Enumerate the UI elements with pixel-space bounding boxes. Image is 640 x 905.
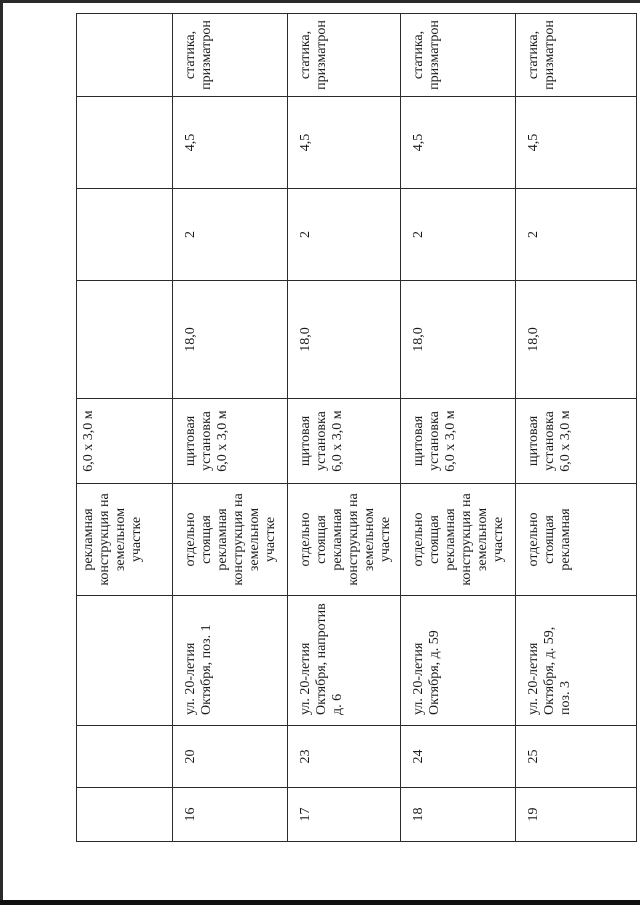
cell-field-area: [77, 97, 173, 189]
table-row-continuation: [77, 14, 173, 842]
cell-pos: 24: [401, 726, 516, 788]
cell-pos: 25: [516, 726, 637, 788]
cell-num: 16: [173, 788, 288, 842]
table-row: [288, 14, 401, 842]
cell-type: отдельно стоящая рекламная конструкция на земельном участке: [288, 484, 401, 596]
cell-sides: 2: [173, 189, 288, 281]
advertising-structures-table: [76, 13, 637, 842]
cell-field-area: 4,5: [173, 97, 288, 189]
cell-pos: 23: [288, 726, 401, 788]
rotated-table-container: [76, 14, 636, 842]
cell-pos: 20: [173, 726, 288, 788]
cell-address: ул. 20-летия Октября, д. 59: [401, 596, 516, 726]
cell-tech: статика, призматрон: [288, 14, 401, 97]
cell-tech: [77, 14, 173, 97]
cell-area: [77, 281, 173, 399]
cell-sides: 2: [516, 189, 637, 281]
cell-type: рекламная конструкция на земельном участке: [77, 484, 173, 596]
cell-num: [77, 788, 173, 842]
cell-area: 18,0: [288, 281, 401, 399]
cell-num: 19: [516, 788, 637, 842]
cell-address: ул. 20-летия Октября, поз. 1: [173, 596, 288, 726]
table-row: [401, 14, 516, 842]
cell-field-area: 4,5: [516, 97, 637, 189]
cell-field-area: 4,5: [288, 97, 401, 189]
cell-tech: статика, призматрон: [516, 14, 637, 97]
cell-type: отдельно стоящая рекламная конструкция на земельном участке: [401, 484, 516, 596]
cell-type: отдельно стоящая рекламная: [516, 484, 637, 596]
cell-sides: [77, 189, 173, 281]
scan-border-top: [0, 0, 640, 3]
cell-size: щитовая установка 6,0 х 3,0 м: [288, 399, 401, 484]
cell-tech: статика, призматрон: [173, 14, 288, 97]
cell-num: 18: [401, 788, 516, 842]
cell-type: отдельно стоящая рекламная конструкция на земельном участке: [173, 484, 288, 596]
cell-area: 18,0: [173, 281, 288, 399]
scan-border-left: [0, 0, 3, 905]
table-row: [516, 14, 637, 842]
cell-sides: 2: [288, 189, 401, 281]
cell-tech: статика, призматрон: [401, 14, 516, 97]
cell-size: 6,0 х 3,0 м: [77, 399, 173, 484]
cell-num: 17: [288, 788, 401, 842]
cell-address: [77, 596, 173, 726]
cell-size: щитовая установка 6,0 х 3,0 м: [173, 399, 288, 484]
scan-border-bottom: [0, 900, 640, 905]
cell-size: щитовая установка 6,0 х 3,0 м: [516, 399, 637, 484]
cell-address: ул. 20-летия Октября, д. 59, поз. 3: [516, 596, 637, 726]
cell-area: 18,0: [516, 281, 637, 399]
cell-size: щитовая установка 6,0 х 3,0 м: [401, 399, 516, 484]
cell-address: ул. 20-летия Октября, напротив д. 6: [288, 596, 401, 726]
cell-sides: 2: [401, 189, 516, 281]
cell-pos: [77, 726, 173, 788]
cell-field-area: 4,5: [401, 97, 516, 189]
cell-area: 18,0: [401, 281, 516, 399]
table-row: [173, 14, 288, 842]
